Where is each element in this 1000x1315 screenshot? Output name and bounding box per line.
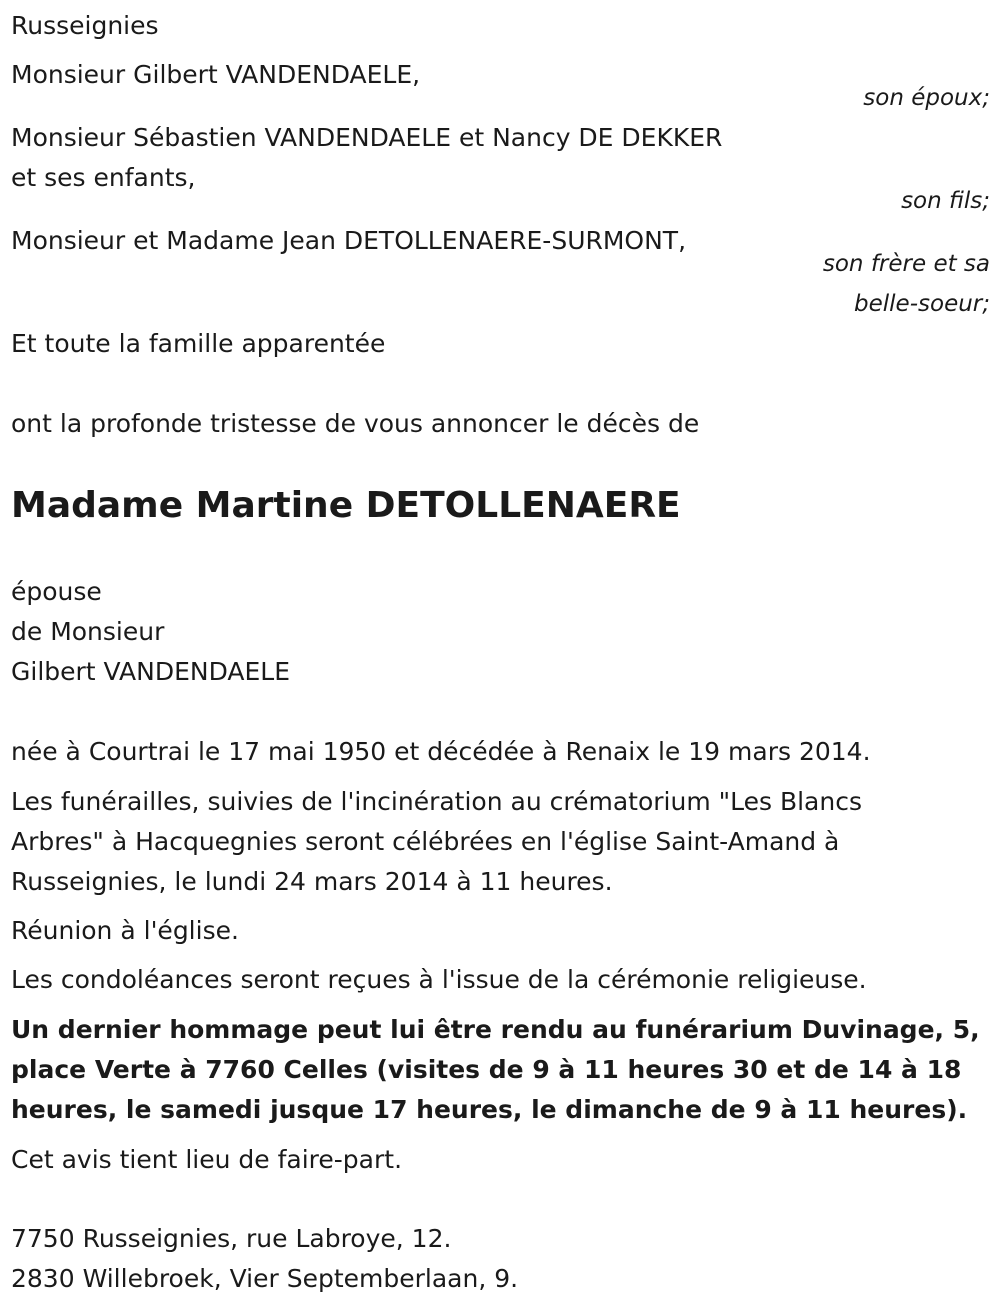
family-relation: son fils; xyxy=(901,188,990,214)
condolences-text: Les condoléances seront reçues à l'issue de la cérémonie religieuse. xyxy=(11,965,867,994)
address-line: 2830 Willebroek, Vier Septemberlaan, 9. xyxy=(11,1264,519,1293)
tribute-text: place Verte à 7760 Celles (visites de 9 à 11 heures 30 et de 14 à 18 xyxy=(11,1055,962,1084)
tribute-text: Un dernier hommage peut lui être rendu au funérarium Duvinage, 5, xyxy=(11,1015,980,1044)
birth-death-text: née à Courtrai le 17 mai 1950 et décédée à Renaix le 19 mars 2014. xyxy=(11,737,871,766)
spouse-line: épouse xyxy=(11,577,102,606)
address-line: 7750 Russeignies, rue Labroye, 12. xyxy=(11,1224,452,1253)
place-header: Russeignies xyxy=(11,11,159,40)
funeral-text: Arbres" à Hacquegnies seront célébrées en l'église Saint-Amand à xyxy=(11,827,840,856)
funeral-text: Les funérailles, suivies de l'incinération au crématorium "Les Blancs xyxy=(11,787,862,816)
funeral-text: Russeignies, le lundi 24 mars 2014 à 11 heures. xyxy=(11,867,613,896)
family-relation: son époux; xyxy=(863,85,990,111)
family-member-name: Monsieur Sébastien VANDENDAELE et Nancy DE DEKKER xyxy=(11,123,723,152)
family-extra: Et toute la famille apparentée xyxy=(11,329,386,358)
family-member-name: Monsieur et Madame Jean DETOLLENAERE-SURMONT, xyxy=(11,226,687,255)
spouse-line: de Monsieur xyxy=(11,617,165,646)
notice-text: Cet avis tient lieu de faire-part. xyxy=(11,1145,403,1174)
family-member-name: et ses enfants, xyxy=(11,163,196,192)
announcement-text: ont la profonde tristesse de vous annoncer le décès de xyxy=(11,409,700,438)
family-relation: belle-soeur; xyxy=(854,291,990,317)
meeting-text: Réunion à l'église. xyxy=(11,916,239,945)
family-member-name: Monsieur Gilbert VANDENDAELE, xyxy=(11,60,421,89)
family-relation: son frère et sa xyxy=(822,251,990,277)
tribute-text: heures, le samedi jusque 17 heures, le dimanche de 9 à 11 heures). xyxy=(11,1095,968,1124)
spouse-line: Gilbert VANDENDAELE xyxy=(11,657,291,686)
deceased-name: Madame Martine DETOLLENAERE xyxy=(11,485,681,526)
